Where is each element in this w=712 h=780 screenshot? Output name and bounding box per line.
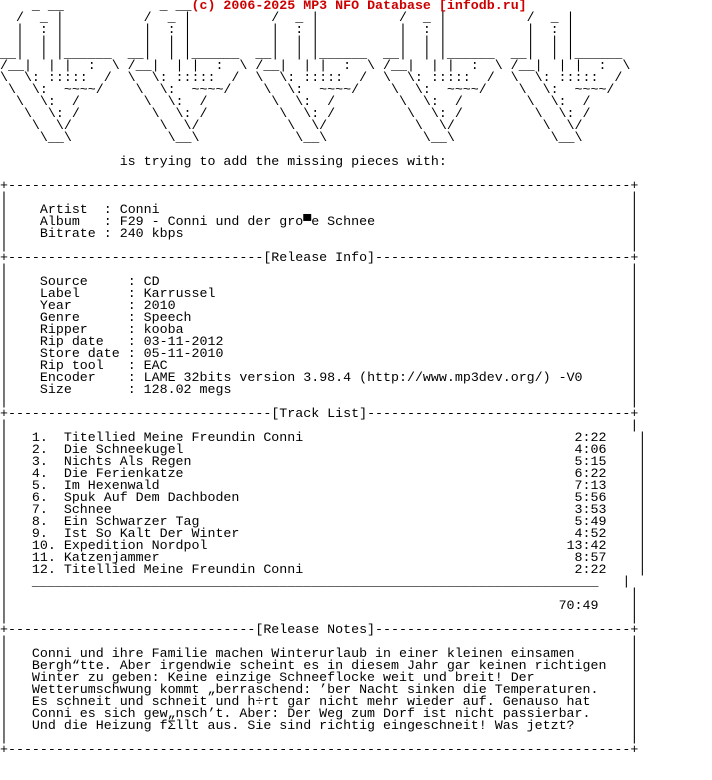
info-row-value: EAC	[143, 358, 168, 373]
ascii-art-row: \ \: ~~~~/ \ \: ~~~~/ \ \: ~~~~/ \ \: ~~~~/ \ \: ~~~~/	[0, 82, 631, 97]
box-blank: | |	[0, 586, 639, 601]
ascii-art-row: / _ | / _ | / _ | / _ | / _ |	[0, 10, 631, 25]
track-title: Ist So Kalt Der Winter	[63, 526, 240, 541]
album-row-label: Album	[39, 214, 104, 229]
notes-row: | Bergh“tte. Aber irgendwie scheint es in diesem Jahr gar keinen richtigen |	[0, 658, 639, 673]
info-row: | Rip date : 03-11-2012 |	[0, 334, 639, 349]
notes-row: | Conni es sich gew„nsch’t. Aber: Der Weg zum Dorf ist nicht passierbar. |	[0, 706, 639, 721]
notes-line: Conni und ihre Familie machen Winterurlaub in einer kleinen einsamen	[31, 646, 575, 661]
box-blank: | |	[0, 634, 639, 649]
ascii-art-row: | : | | : | | : | | : | | : |	[0, 22, 631, 37]
notes-row: | Wetterumschwung kommt „berraschend: ’ber Nacht sinken die Temperaturen. |	[0, 682, 639, 697]
box-blank: | |	[0, 730, 639, 745]
table-row: | 9. Ist So Kalt Der Winter 4:52 |	[0, 526, 647, 541]
track-time: 7:13	[566, 478, 607, 493]
track-number: 11.	[31, 550, 64, 565]
track-time: 5:49	[566, 514, 607, 529]
notes-line: Es schneit und schneit und h÷rt gar nicht mehr wieder auf. Genauso hat	[31, 694, 591, 709]
ascii-art-row: /__| | | : \ /__| | | : \ /__| | | : \ /__| | | : \ /__| | | : \	[0, 58, 631, 73]
tracks-border: +---------------------------------[Track List]---------------------------------+	[0, 406, 639, 421]
artist-row: | Artist : Conni |	[0, 202, 639, 217]
table-row: | 1. Titellied Meine Freundin Conni 2:22 |	[0, 430, 647, 445]
info-row: | Ripper : kooba |	[0, 322, 639, 337]
notes-border-title: [Release Notes]	[255, 622, 376, 637]
info-row-value: Karrussel	[143, 286, 216, 301]
info-row-value: 05-11-2010	[143, 346, 224, 361]
track-time: 4:06	[566, 442, 607, 457]
track-title: Die Ferienkatze	[63, 466, 184, 481]
info-row-value: 128.02 megs	[143, 382, 232, 397]
track-number: 7.	[31, 502, 64, 517]
info-row-value: CD	[143, 274, 160, 289]
box-blank: | |	[0, 610, 639, 625]
box-bottom: +------------------------------------------------------------------------------+	[0, 742, 639, 757]
info-row-label: Store date	[39, 346, 128, 361]
ascii-art-row: \ \: / \ \: / \ \: / \ \: / \ \: /	[0, 94, 631, 109]
info-row-label: Source	[39, 274, 128, 289]
table-row: | 6. Spuk Auf Dem Dachboden 5:56 |	[0, 490, 647, 505]
ascii-art-row: | | | | | | | | | | | | | | |	[0, 34, 631, 49]
table-row: | 10. Expedition Nordpol 13:42 |	[0, 538, 647, 553]
track-number: 5.	[31, 478, 64, 493]
track-number: 4.	[31, 466, 64, 481]
bitrate-row-value: 240 kbps	[119, 226, 184, 241]
notes-row: | Conni und ihre Familie machen Winterurlaub in einer kleinen einsamen |	[0, 646, 639, 661]
info-row-label: Year	[39, 298, 128, 313]
info-border-title: [Release Info]	[263, 250, 376, 265]
info-row: | Year : 2010 |	[0, 298, 639, 313]
track-time: 2:22	[566, 562, 607, 577]
notes-row: | Winter zu geben: Keine einzige Schneeflocke weit und breit! Der |	[0, 670, 639, 685]
tracks-border-title: [Track List]	[271, 406, 368, 421]
notes-row: | Und die Heizung fΣllt aus. Sie sind richtig eingeschneit! Was jetzt? |	[0, 718, 639, 733]
track-number: 2.	[31, 442, 64, 457]
box-blank: | |	[0, 394, 639, 409]
box-blank: | |	[0, 262, 639, 277]
info-row: | Source : CD |	[0, 274, 639, 289]
info-row-label: Rip date	[39, 334, 128, 349]
ascii-art-row: _ __ _ __(c) 2006-2025 MP3 NFO Database [infodb.ru]	[0, 0, 527, 13]
track-title: Expedition Nordpol	[63, 538, 208, 553]
box-blank: | |	[0, 238, 639, 253]
track-title: Ein Schwarzer Tag	[63, 514, 200, 529]
box-blank: | |	[0, 190, 639, 205]
bitrate-row-label: Bitrate	[39, 226, 104, 241]
ascii-art-row: \ \/ \ \/ \ \/ \ \/ \ \/	[0, 118, 631, 133]
table-row: | 3. Nichts Als Regen 5:15 |	[0, 454, 647, 469]
tracks-rule: | _______________________________________________________________________ |	[0, 574, 631, 589]
info-row: | Size : 128.02 megs |	[0, 382, 639, 397]
total-row: | 70:49 |	[0, 598, 639, 613]
table-row: | 2. Die Schneekugel 4:06 |	[0, 442, 647, 457]
total-time: 70:49	[558, 598, 599, 613]
notes-line: Winter zu geben: Keine einzige Schneeflocke weit und breit! Der	[31, 670, 535, 685]
intro-line	[0, 156, 646, 168]
table-row: | 11. Katzenjammer 8:57 |	[0, 550, 647, 565]
track-number: 6.	[31, 490, 64, 505]
table-row: | 8. Ein Schwarzer Tag 5:49 |	[0, 514, 647, 529]
header-credit: (c) 2006-2025 MP3 NFO Database [infodb.ru]	[191, 0, 527, 13]
track-number: 12.	[31, 562, 64, 577]
info-row: | Genre : Speech |	[0, 310, 639, 325]
info-row-label: Genre	[39, 310, 128, 325]
album-row: | Album : F29 - Conni und der gro▀e Schnee |	[0, 214, 639, 229]
ascii-art-row: \ \: ::::: / \ \: ::::: / \ \: ::::: / \ \: ::::: / \ \: ::::: /	[0, 70, 631, 85]
track-time: 4:52	[566, 526, 607, 541]
album-row-value: F29 - Conni und der gro▀e Schnee	[119, 214, 376, 229]
box-top: +------------------------------------------------------------------------------+	[0, 178, 639, 193]
info-row: | Encoder : LAME 32bits version 3.98.4 (http://www.mp3dev.org/) -V0 |	[0, 370, 639, 385]
info-border: +--------------------------------[Release Info]--------------------------------+	[0, 250, 639, 265]
info-row-label: Size	[39, 382, 128, 397]
info-row-value: kooba	[143, 322, 184, 337]
info-row-label: Label	[39, 286, 128, 301]
track-title: Die Schneekugel	[63, 442, 184, 457]
track-number: 9.	[31, 526, 64, 541]
track-number: 10.	[31, 538, 64, 553]
info-row-label: Encoder	[39, 370, 128, 385]
track-time: 5:56	[566, 490, 607, 505]
ascii-art-row: __| | |______ __| | |______ __| | |______ __| | |______ __| | |______	[0, 46, 631, 61]
table-row: | 7. Schnee 3:53 |	[0, 502, 647, 517]
info-row-value: Speech	[143, 310, 192, 325]
info-row-label: Rip tool	[39, 358, 128, 373]
box-blank: | |	[0, 418, 639, 433]
info-row-value: 03-11-2012	[143, 334, 224, 349]
artist-row-label: Artist	[39, 202, 104, 217]
track-title: Spuk Auf Dem Dachboden	[63, 490, 240, 505]
notes-line: Conni es sich gew„nsch’t. Aber: Der Weg zum Dorf ist nicht passierbar.	[31, 706, 591, 721]
info-row: | Label : Karrussel |	[0, 286, 639, 301]
track-time: 6:22	[566, 466, 607, 481]
ascii-art-row: \ \: / \ \: / \ \: / \ \: / \ \: /	[0, 106, 631, 121]
bitrate-row: | Bitrate : 240 kbps |	[0, 226, 639, 241]
info-row-value: 2010	[143, 298, 176, 313]
track-title: Im Hexenwald	[63, 478, 160, 493]
info-row-label: Ripper	[39, 322, 128, 337]
artist-row-value: Conni	[119, 202, 160, 217]
track-title: Nichts Als Regen	[63, 454, 192, 469]
info-row-value: LAME 32bits version 3.98.4 (http://www.mp3dev.org/) -V0	[143, 370, 583, 385]
track-time: 3:53	[566, 502, 607, 517]
notes-line: Und die Heizung fΣllt aus. Sie sind richtig eingeschneit! Was jetzt?	[31, 718, 575, 733]
track-time: 8:57	[566, 550, 607, 565]
table-row: | 4. Die Ferienkatze 6:22 |	[0, 466, 647, 481]
notes-line: Wetterumschwung kommt „berraschend: ’ber Nacht sinken die Temperaturen.	[31, 682, 599, 697]
ascii-art-row: \__\ \__\ \__\ \__\ \__\	[0, 130, 631, 145]
track-title: Titellied Meine Freundin Conni	[63, 562, 304, 577]
notes-line: Bergh“tte. Aber irgendwie scheint es in diesem Jahr gar keinen richtigen	[31, 658, 607, 673]
track-number: 8.	[31, 514, 64, 529]
track-time: 2:22	[566, 430, 607, 445]
track-time: 13:42	[566, 538, 607, 553]
table-row: | 5. Im Hexenwald 7:13 |	[0, 478, 647, 493]
info-row: | Store date : 05-11-2010 |	[0, 346, 639, 361]
track-number: 1.	[31, 430, 64, 445]
track-number: 3.	[31, 454, 64, 469]
intro-text: is trying to add the missing pieces with:	[119, 154, 447, 169]
track-time: 5:15	[566, 454, 607, 469]
track-title: Schnee	[63, 502, 112, 517]
track-title: Titellied Meine Freundin Conni	[63, 430, 304, 445]
info-row: | Rip tool : EAC |	[0, 358, 639, 373]
table-row: | 12. Titellied Meine Freundin Conni 2:22 |	[0, 562, 647, 577]
notes-row: | Es schneit und schneit und h÷rt gar nicht mehr wieder auf. Genauso hat |	[0, 694, 639, 709]
notes-border: +-------------------------------[Release Notes]--------------------------------+	[0, 622, 639, 637]
track-title: Katzenjammer	[63, 550, 160, 565]
